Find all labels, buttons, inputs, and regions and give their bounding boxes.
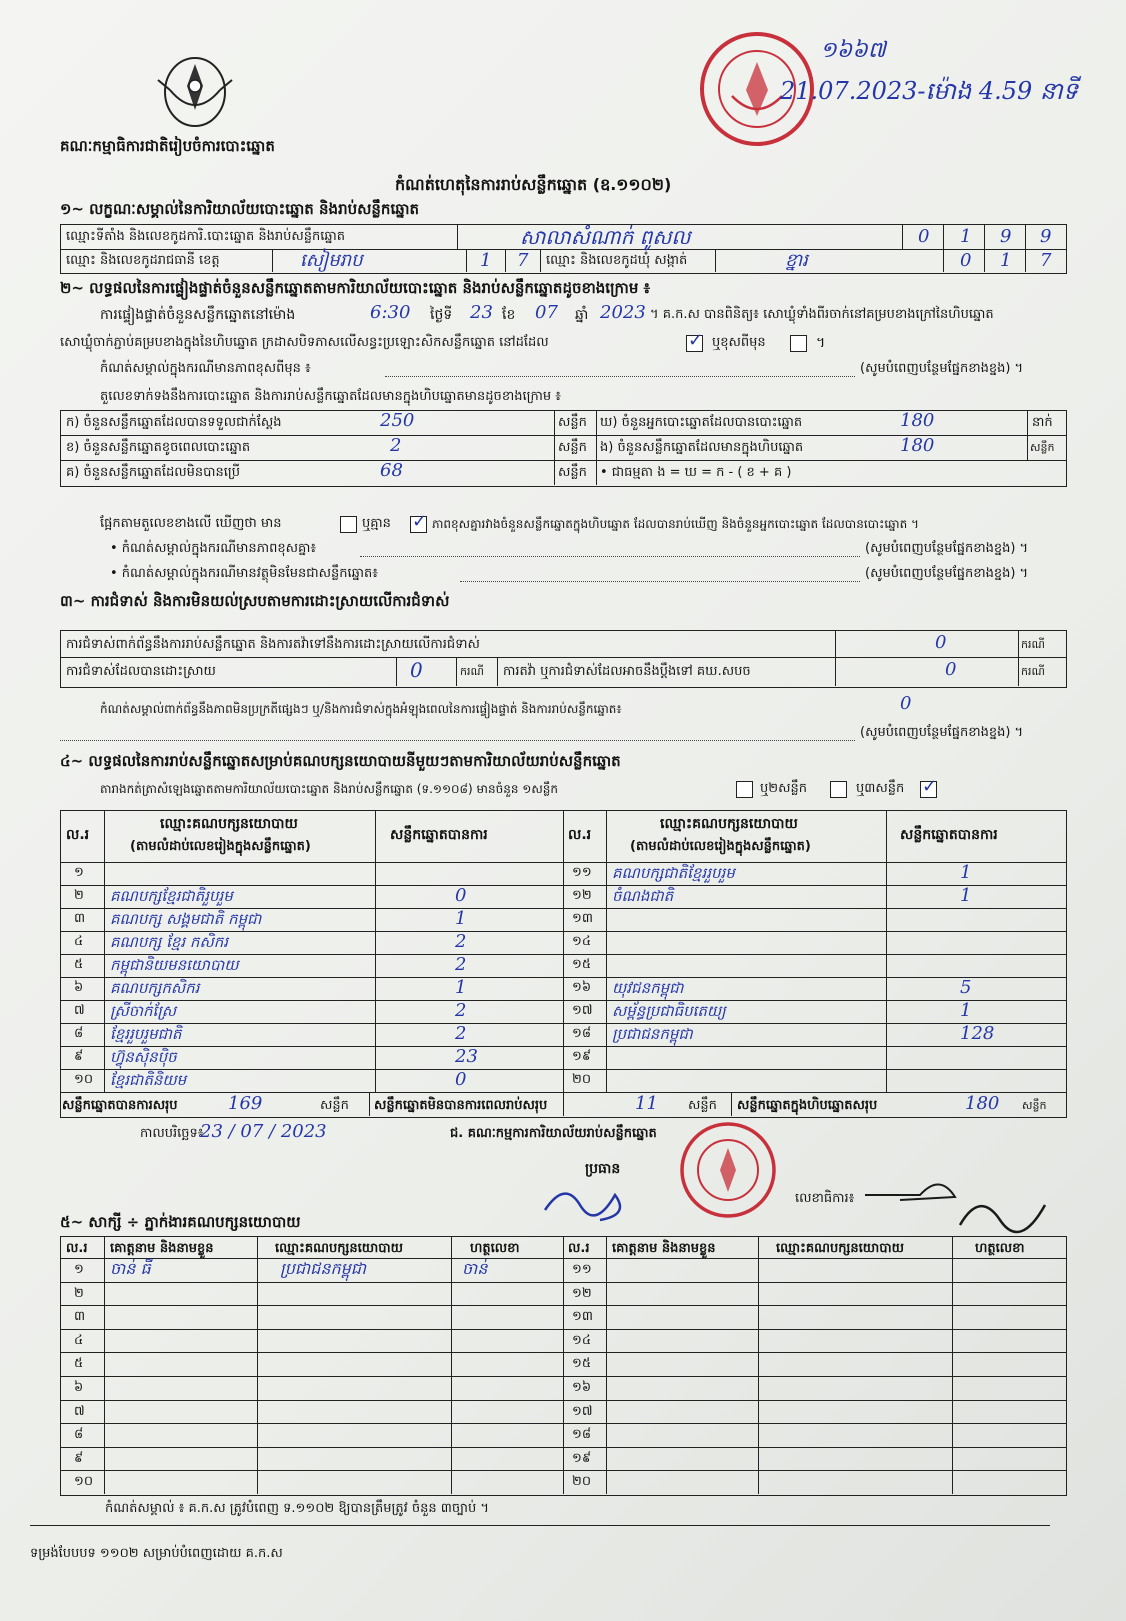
objection-count: 0: [935, 632, 947, 653]
witness-header-no-right: ល.រ: [568, 1241, 590, 1256]
fig-c-value: 68: [380, 460, 403, 481]
witness-row-number: ២: [74, 1286, 84, 1301]
resolved-label: ការជំទាស់ដែលបានដោះស្រាយ: [66, 664, 216, 679]
stamp-date-time: 21.07.2023-ម៉ោង 4.59 នាទី: [780, 77, 1079, 105]
fig-c-label: គ) ចំនួនសន្លឹកឆ្នោតដែលមិនបានប្រើ: [66, 465, 240, 480]
result-votes: 5: [960, 977, 972, 998]
result-party-name: គណបក្សខ្មែរជាតិរួបរួម: [110, 887, 233, 905]
witness-1-name: ចាន់ ធី: [110, 1259, 151, 1278]
result-party-name: ចំណងជាតិ: [612, 887, 674, 905]
result-row-number: ៧: [74, 1003, 85, 1018]
result-row-number: ១: [74, 865, 84, 880]
result-row-number: ៣: [74, 911, 86, 926]
result-row-number: ៩: [74, 1049, 84, 1064]
appeal-count: 0: [945, 659, 957, 680]
result-row-number: ២: [74, 888, 84, 903]
form-title: កំណត់ហេតុនៃការរាប់សន្លឹកឆ្នោត (ឧ.១១០២): [395, 175, 672, 194]
total-ballots-label: សន្លឹកឆ្នោតក្នុងហិបឆ្នោតសរុប: [737, 1098, 878, 1113]
result-row-number: ២០: [572, 1072, 592, 1087]
results-header-no-left: ល.រ: [66, 827, 90, 843]
chair-signature-icon: [540, 1175, 650, 1225]
result-votes: 2: [455, 954, 467, 975]
result-row-number: ១៣: [572, 911, 593, 926]
difference-note: • កំណត់សម្គាល់ក្នុងករណីមានភាពខុសគ្នា៖: [110, 541, 317, 556]
results-header-party-right: ឈ្មោះគណបក្សនយោបាយ: [660, 816, 798, 832]
witness-row-number: ១២: [572, 1286, 592, 1301]
no-difference-checkbox[interactable]: ✓: [412, 511, 428, 532]
three-sheet-checkbox[interactable]: ✓: [922, 776, 938, 797]
result-votes: 1: [455, 908, 467, 929]
witness-row-number: ១០: [74, 1474, 94, 1489]
witness-header-name-right: គោត្តនាម និងនាមខ្លួន: [612, 1241, 716, 1256]
tally-sheet-intro: តារាងកត់ត្រាសំឡេងឆ្នោតតាមការិយាល័យបោះឆ្នោត និងរាប់សន្លឹកឆ្នោត (ទ.១១០៨) មានចំនួន ១សន្លឹក: [100, 782, 558, 796]
verify-time: 6:30: [370, 302, 411, 323]
result-votes: 1: [960, 885, 972, 906]
fig-d-value: 180: [900, 410, 935, 431]
witness-row-number: ១១: [572, 1262, 592, 1277]
appeal-label: ការតវ៉ា ឬការជំទាស់ដែលអាចនឹងប្តឹងទៅ គឃ.សបច: [503, 664, 751, 679]
no-difference-label: ឬគ្មាន: [362, 516, 391, 531]
committee-stamp-icon: [678, 1120, 778, 1220]
witness-row-number: ២០: [572, 1474, 592, 1489]
results-header-votes-right: សន្លឹកឆ្នោតបានការ: [900, 827, 998, 843]
result-row-number: ១០: [74, 1072, 94, 1087]
verify-day: 23: [470, 302, 493, 323]
total-valid-value: 169: [228, 1093, 263, 1114]
fill-back-note-4: (សូមបំពេញបន្ថែមផ្នែកខាងខ្នង) ។: [860, 725, 1024, 740]
fill-back-note-1: (សូមបំពេញបន្ថែមផ្នែកខាងខ្នង) ។: [860, 361, 1024, 376]
verify-year: 2023: [600, 302, 646, 323]
witness-1-signature: ចាន់: [462, 1259, 488, 1278]
results-header-no-right: ល.រ: [568, 827, 592, 843]
verify-month-label: ខែ: [502, 307, 516, 323]
nec-emblem-icon: [150, 50, 240, 130]
fig-d-label: ឃ) ចំនួនអ្នកបោះឆ្នោតដែលបានបោះឆ្នោត: [600, 415, 803, 430]
witness-row-number: ៤: [74, 1333, 84, 1348]
witness-row-number: ១៩: [572, 1451, 592, 1466]
witness-header-party-right: ឈ្មោះគណបក្សនយោបាយ: [776, 1241, 904, 1256]
result-party-name: គណបក្ស សង្គមជាតិ កម្ពុជា: [110, 910, 262, 928]
discrepancy-text-2: ភាពខុសគ្នារវាងចំនួនសន្លឹកឆ្នោតក្នុងហិបឆ្នោត ដែលបានរាប់ឃើញ និងចំនួនអ្នកបោះឆ្នោត ដែលបានបោះឆ្នោត ។: [432, 517, 919, 531]
footer-note: កំណត់សម្គាល់ ៖ គ.ក.ស ត្រូវបំពេញ ទ.១១០២ ឱ្យបានត្រឹមត្រូវ ចំនួន ៣ច្បាប់ ។: [105, 1501, 489, 1516]
results-header-votes-left: សន្លឹកឆ្នោតបានការ: [390, 827, 488, 843]
verify-text-2: សោឃ្លុំចាក់ភ្ជាប់គម្របខាងក្នុងនៃហិបឆ្នោត ក្រដាសបិទភាសលើសន្ធះប្រឡោះសិកសន្លឹកឆ្នោត នៅដដែល: [60, 335, 549, 350]
difference-note-label: កំណត់សម្គាល់ក្នុងករណីមានភាពខុសពីមុន ៖: [100, 361, 311, 376]
witness-header-party-left: ឈ្មោះគណបក្សនយោបាយ: [275, 1241, 403, 1256]
result-party-name: ស្រីចាក់ស្រែ: [110, 1002, 177, 1020]
verify-text-1: ។ គ.ក.ស បានពិនិត្យ៖ សោឃ្លុំទាំងពីរចាក់នៅគម្របខាងក្រៅនៃហិបឆ្នោត: [650, 307, 994, 322]
section-3-title: ៣~ ការជំទាស់ និងការមិនយល់ស្របតាមការដោះស្រាយលើការជំទាស់: [60, 592, 450, 610]
different-checkbox[interactable]: [790, 335, 807, 352]
witness-row-number: ១៨: [572, 1427, 592, 1442]
signing-committee: ជ. គណៈកម្មការការិយាល័យរាប់សន្លឹកឆ្នោត: [450, 1126, 657, 1141]
commune-name: ខ្នារ: [785, 250, 808, 271]
one-sheet-checkbox[interactable]: [736, 781, 753, 798]
section-2-title: ២~ លទ្ធផលនៃការផ្ទៀងផ្ទាត់ចំនួនសន្លឹកឆ្នោតតាមការិយាល័យបោះឆ្នោត និងរាប់សន្លឹកឆ្នោតដូចខាងក្រោម ៖: [60, 279, 651, 297]
secretary-label: លេខាធិការ៖: [795, 1191, 855, 1206]
fig-e-value: 180: [900, 435, 935, 456]
irregularity-note: កំណត់សម្គាល់ពាក់ព័ន្ធនឹងភាពមិនប្រក្រតីផ្សេងៗ ឬ/និងការជំទាស់ក្នុងអំឡុងពេលនៃការផ្ទៀងផ្ទាត់ និងការរាប់សន្លឹកឆ្នោត៖: [100, 702, 622, 716]
witness-1-party: ប្រជាជនកម្ពុជា: [280, 1259, 367, 1278]
result-row-number: ១៩: [572, 1049, 592, 1064]
witness-row-number: ១: [74, 1262, 84, 1277]
fig-a-label: ក) ចំនួនសន្លឹកឆ្នោតដែលបានទទួលជាក់ស្តែង: [66, 415, 282, 430]
province-name: សៀមរាប: [300, 250, 363, 271]
irregularity-value: 0: [900, 693, 912, 714]
result-party-name: គណបក្ស ខ្មែរ កសិករ: [110, 933, 229, 951]
has-difference-checkbox[interactable]: [340, 516, 357, 533]
result-votes: 2: [455, 1023, 467, 1044]
witness-header-sign-right: ហត្ថលេខា: [975, 1241, 1025, 1256]
witness-row-number: ៥: [74, 1356, 84, 1371]
witness-header-no-left: ល.រ: [66, 1241, 88, 1256]
witness-row-number: ១៤: [572, 1333, 592, 1348]
fig-e-label: ង) ចំនួនសន្លឹកឆ្នោតដែលមានក្នុងហិបឆ្នោត: [600, 440, 804, 455]
result-row-number: ១៦: [572, 980, 592, 995]
result-votes: 23: [455, 1046, 478, 1067]
same-checkbox[interactable]: ✓: [688, 330, 704, 351]
province-digit-1: 1: [480, 250, 492, 271]
results-header-party-left: ឈ្មោះគណបក្សនយោបាយ: [160, 816, 298, 832]
made-at-date: 23 / 07 / 2023: [200, 1121, 327, 1142]
formula: • ជាធម្មតា ង = ឃ = ក - ( ខ + គ ): [600, 465, 792, 480]
fig-b-label: ខ) ចំនួនសន្លឹកឆ្នោតខូចពេលបោះឆ្នោត: [66, 440, 251, 455]
result-party-name: ខ្មែរជាតិនិយម: [110, 1071, 187, 1089]
figures-intro: តួលេខទាក់ទងនឹងការបោះឆ្នោត និងការរាប់សន្លឹកឆ្នោតដែលមានក្នុងហិបឆ្នោតមានដូចខាងក្រោម ៖: [100, 389, 561, 404]
province-label: ឈ្មោះ និងលេខកូដរាជធានី ខេត្ត: [66, 253, 220, 268]
total-ballots-value: 180: [965, 1093, 1000, 1114]
results-header-party-order-right: (តាមលំដាប់លេខរៀងក្នុងសន្លឹកឆ្នោត): [630, 839, 811, 854]
result-row-number: ៤: [74, 934, 84, 949]
station-label: ឈ្មោះទីតាំង និងលេខកូដការិ.បោះឆ្នោត និងរាប់សន្លឹកឆ្នោត: [66, 229, 345, 244]
result-votes: 2: [455, 1000, 467, 1021]
resolved-count: 0: [410, 658, 423, 682]
chair-label: ប្រធាន: [585, 1161, 621, 1177]
fig-a-value: 250: [380, 410, 415, 431]
verify-month: 07: [535, 302, 558, 323]
station-digit-1: 0: [918, 226, 930, 247]
secretary-signature-icon: [860, 1165, 1060, 1240]
result-party-name: កម្ពុជានិយមនយោបាយ: [110, 956, 239, 974]
result-votes: 1: [960, 1000, 972, 1021]
section-4-title: ៤~ លទ្ធផលនៃការរាប់សន្លឹកឆ្នោតសម្រាប់គណបក្សនយោបាយនីមួយៗតាមការិយាល័យរាប់សន្លឹកឆ្នោត: [60, 752, 621, 770]
made-at-label: កាលបរិច្ឆេទ៖: [140, 1126, 204, 1141]
witness-row-number: ៨: [74, 1427, 84, 1442]
witness-row-number: ៣: [74, 1309, 86, 1324]
result-row-number: ៥: [74, 957, 84, 972]
stamp-code: ១៦៦៧: [820, 38, 886, 63]
result-votes: 128: [960, 1023, 995, 1044]
station-name: សាលាសំណាក់ ពូសល: [520, 225, 691, 249]
result-party-name: ហ៊្វុនស៊ិនប៉ិច: [110, 1048, 177, 1066]
result-party-name: យុវជនកម្ពុជា: [612, 979, 684, 997]
witness-row-number: ១៣: [572, 1309, 593, 1324]
witness-row-number: ៧: [74, 1404, 85, 1419]
result-row-number: ១៤: [572, 934, 592, 949]
result-row-number: ១៥: [572, 957, 592, 972]
section-5-title: ៥~ សាក្សី ÷ ភ្នាក់ងារគណបក្សនយោបាយ: [60, 1213, 301, 1231]
foreign-object-note: • កំណត់សម្គាល់ក្នុងករណីមានវត្ថុមិនមែនជាសន្លឹកឆ្នោត៖: [110, 566, 378, 581]
result-row-number: ៨: [74, 1026, 84, 1041]
two-sheet-checkbox[interactable]: [830, 781, 847, 798]
fig-b-value: 2: [390, 435, 402, 456]
result-party-name: ខ្មែររួបរួមជាតិ: [110, 1025, 182, 1043]
discrepancy-text-1: ផ្អែកតាមតួលេខខាងលើ ឃើញថា មាន: [100, 516, 282, 531]
witness-header-sign-left: ហត្ថលេខា: [470, 1241, 520, 1256]
province-digit-2: 7: [517, 250, 529, 271]
station-digit-3: 9: [1000, 226, 1012, 247]
witness-header-name-left: គោត្តនាម និងនាមខ្លួន: [110, 1241, 214, 1256]
form-reference: ទម្រង់បែបបទ ១១០២ សម្រាប់បំពេញដោយ គ.ក.ស: [30, 1546, 283, 1561]
result-votes: 1: [960, 862, 972, 883]
result-row-number: ៦: [74, 980, 84, 995]
verify-year-label: ឆ្នាំ: [575, 307, 589, 323]
fill-back-note-3: (សូមបំពេញបន្ថែមផ្នែកខាងខ្នង) ។: [865, 566, 1029, 581]
witness-row-number: ៩: [74, 1451, 84, 1466]
committee-name: គណៈកម្មាធិការជាតិរៀបចំការបោះឆ្នោត: [60, 137, 275, 155]
total-invalid-label: សន្លឹកឆ្នោតមិនបានការពេលរាប់សរុប: [374, 1098, 548, 1113]
witness-row-number: ៦: [74, 1380, 84, 1395]
result-row-number: ១១: [572, 865, 592, 880]
witness-row-number: ១៥: [572, 1356, 592, 1371]
commune-digit-1: 0: [960, 250, 972, 271]
result-row-number: ១៨: [572, 1026, 592, 1041]
verify-day-label: ថ្ងៃទី: [430, 307, 453, 323]
commune-digit-2: 1: [1000, 250, 1012, 271]
station-digit-4: 9: [1040, 226, 1052, 247]
result-votes: 0: [455, 885, 467, 906]
result-votes: 2: [455, 931, 467, 952]
fill-back-note-2: (សូមបំពេញបន្ថែមផ្នែកខាងខ្នង) ។: [865, 541, 1029, 556]
results-header-party-order-left: (តាមលំដាប់លេខរៀងក្នុងសន្លឹកឆ្នោត): [130, 839, 311, 854]
result-row-number: ១៧: [572, 1003, 593, 1018]
result-party-name: ប្រជាជនកម្ពុជា: [612, 1025, 693, 1043]
station-digit-2: 1: [960, 226, 972, 247]
witness-row-number: ១៦: [572, 1380, 592, 1395]
result-party-name: សម្ព័ន្ធប្រជាធិបតេយ្យ: [612, 1002, 726, 1020]
result-party-name: គណបក្សជាតិខ្មែររួបរួម: [612, 864, 735, 882]
result-row-number: ១២: [572, 888, 592, 903]
witness-row-number: ១៧: [572, 1404, 593, 1419]
form-page: គណៈកម្មាធិការជាតិរៀបចំការបោះឆ្នោត ១៦៦៧ 21.07.2023-ម៉ោង 4.59 នាទី កំណត់ហេតុនៃការរាប់សន្លឹកឆ្នោត (ឧ.១១០២) ១~ លក្ខណៈសម្គាល់នៃការិយាល័យបោះឆ្នោត និងរាប់សន្លឹកឆ្នោត ឈ្មោះទីតាំង និងលេខកូដការិ.បោះឆ្នោត និងរាប់សន្លឹកឆ្នោត សាលាសំណាក់ ពូសល 0 1 9 9 ឈ្មោះ និងលេខកូដរាជធានី ខេត្ត សៀមរាប 1 7 ឈ្មោះ និងលេខកូដឃុំ សង្កាត់ ខ្នារ 0 1 7 ២~ លទ្ធផលនៃការផ្ទៀងផ្ទាត់ចំនួនសន្លឹកឆ្នោតតាមការិយាល័យបោះឆ្នោត និងរាប់សន្លឹកឆ្នោតដូចខាងក្រោម ៖ ការផ្ទៀងផ្ទាត់ចំនួនសន្លឹកឆ្នោតនៅម៉ោង 6:30 ថ្ងៃទី 23 ខែ 07 ឆ្នាំ 2023 ។ គ.ក.ស បានពិនិត្យ៖ សោឃ្លុំទាំងពីរចាក់នៅគម្របខាងក្រៅនៃហិបឆ្នោត សោឃ្លុំចាក់ភ្ជាប់គម្របខាងក្នុងនៃហិបឆ្នោត ក្រដាសបិទភាសលើសន្ធះប្រឡោះសិកសន្លឹកឆ្នោត នៅដដែល ✓ ឬខុសពីមុន ។ កំណត់សម្គាល់ក្នុងករណីមានភាពខុសពីមុន ៖ (សូមបំពេញបន្ថែមផ្នែកខាងខ្នង) ។ តួលេខទាក់ទងនឹងការបោះឆ្នោត និងការរាប់សន្លឹកឆ្នោតដែលមានក្នុងហិបឆ្នោតមានដូចខាងក្រោម ៖ ក) ចំនួនសន្លឹកឆ្នោតដែលបានទទួលជាក់ស្តែង 250 សន្លឹក ឃ) ចំនួនអ្នកបោះឆ្នោតដែលបានបោះឆ្នោត 180 នាក់ ខ) ចំនួនសន្លឹកឆ្នោតខូចពេលបោះឆ្នោត 2 សន្លឹក ង) ចំនួនសន្លឹកឆ្នោតដែលមានក្នុងហិបឆ្នោត 180 សន្លឹក គ) ចំនួនសន្លឹកឆ្នោតដែលមិនបានប្រើ 68 សន្លឹក • ជាធម្មតា ង = ឃ = ក - ( ខ + គ ) ផ្អែកតាមតួលេខខាងលើ ឃើញថា មាន ឬគ្មាន ✓ ភាពខុសគ្នារវាងចំនួនសន្លឹកឆ្នោតក្នុងហិបឆ្នោត ដែលបានរាប់ឃើញ និងចំនួនអ្នកបោះឆ្នោត ដែលបានបោះឆ្នោត ។ • កំណត់សម្គាល់ក្នុងករណីមានភាពខុសគ្នា៖ (សូមបំពេញបន្ថែមផ្នែកខាងខ្នង) ។ • កំណត់សម្គាល់ក្នុងករណីមានវត្ថុមិនមែនជាសន្លឹកឆ្នោត៖ (សូមបំពេញបន្ថែមផ្នែកខាងខ្នង) ។ ៣~ ការជំទាស់ និងការមិនយល់ស្របតាមការដោះស្រាយលើការជំទាស់ ការជំទាស់ពាក់ព័ន្ធនឹងការរាប់សន្លឹកឆ្នោត និងការតវ៉ាទៅនឹងការដោះស្រាយលើការជំទាស់ 0 ករណី ការជំទាស់ដែលបានដោះស្រាយ 0 ករណី ការតវ៉ា ឬការជំទាស់ដែលអាចនឹងប្តឹងទៅ គឃ.សបច 0 ករណី កំណត់សម្គាល់ពាក់ព័ន្ធនឹងភាពមិនប្រក្រតីផ្សេងៗ ឬ/និងការជំទាស់ក្នុងអំឡុងពេលនៃការផ្ទៀងផ្ទាត់ និងការរាប់សន្លឹកឆ្នោត៖ 0 (សូមបំពេញបន្ថែមផ្នែកខាងខ្នង) ។ ៤~ លទ្ធផលនៃការរាប់សន្លឹកឆ្នោតសម្រាប់គណបក្សនយោបាយនីមួយៗតាមការិយាល័យរាប់សន្លឹកឆ្នោត តារាងកត់ត្រាសំឡេងឆ្នោតតាមការិយាល័យបោះឆ្នោត និងរាប់សន្លឹកឆ្នោត (ទ.១១០៨) មានចំនួន ១សន្លឹក ឬ២សន្លឹក ឬ៣សន្លឹក ✓ ល.រ ឈ្មោះគណបក្សនយោបាយ (តាមលំដាប់លេខរៀងក្នុងសន្លឹកឆ្នោត) សន្លឹកឆ្នោតបានការ ល.រ ឈ្មោះគណបក្សនយោបាយ (តាមលំដាប់លេខរៀងក្នុងសន្លឹកឆ្នោត) សន្លឹកឆ្នោតបានការ ១ ១១ គណបក្សជាតិខ្មែររួបរួម 1 ២ គណបក្សខ្មែរជាតិរួបរួម 0 ១២ ចំណងជាតិ 1 ៣ គណបក្ស សង្គមជាតិ កម្ពុជា 1 ១៣ ៤ គណបក្ស ខ្មែរ កសិករ 2 ១៤ ៥ កម្ពុជានិយមនយោបាយ 2 ១៥ ៦ គណបក្សកសិករ 1 ១៦ យុវជនកម្ពុជា 5 ៧ ស្រីចាក់ស្រែ 2 ១៧ សម្ព័ន្ធប្រជាធិបតេយ្យ 1 ៨ ខ្មែររួបរួមជាតិ 2 ១៨ ប្រជាជនកម្ពុជា 128 ៩ ហ៊្វុនស៊ិនប៉ិច 23 ១៩ ១០ ខ្មែរជាតិនិយម 0 ២០ សន្លឹកឆ្នោតបានការសរុប 169 សន្លឹក សន្លឹកឆ្នោតមិនបានការពេលរាប់សរុប 11 សន្លឹក សន្លឹកឆ្នោតក្នុងហិបឆ្នោតសរុប 180 សន្លឹក កាលបរិច្ឆេទ៖ 23 / 07 / 2023 ជ. គណៈកម្មការការិយាល័យរាប់សន្លឹកឆ្នោត ប្រធាន លេខាធិការ៖ ៥~ សាក្សី ÷ ភ្នាក់ងារគណបក្សនយោបាយ ល.រ គោត្តនាម និងនាមខ្លួន ឈ្មោះគណបក្សនយោបាយ ហត្ថលេខា ល.រ គោត្តនាម និងនាមខ្លួន ឈ្មោះគណបក្សនយោបាយ ហត្ថលេខា ១ ១១ ២ ១២ ៣ ១៣ ៤ ១៤ ៥ ១៥ ៦ ១៦ ៧ ១៧ ៨ ១៨ ៩ ១៩ ១០ ២០ ចាន់ ធី ប្រជាជនកម្ពុជា ចាន់ កំណត់សម្គាល់ ៖ គ.ក.ស ត្រូវបំពេញ ទ.១១០២ ឱ្យបានត្រឹមត្រូវ ចំនួន ៣ច្បាប់ ។ ទម្រង់បែបបទ ១១០២ សម្រាប់បំពេញដោយ គ.ក.ស: [0, 0, 1126, 1621]
objection-row-1-label: ការជំទាស់ពាក់ព័ន្ធនឹងការរាប់សន្លឹកឆ្នោត និងការតវ៉ាទៅនឹងការដោះស្រាយលើការជំទាស់: [66, 637, 480, 652]
result-votes: 0: [455, 1069, 467, 1090]
total-invalid-value: 11: [635, 1093, 658, 1114]
commune-digit-3: 7: [1040, 250, 1052, 271]
result-party-name: គណបក្សកសិករ: [110, 979, 200, 997]
section-1-title: ១~ លក្ខណៈសម្គាល់នៃការិយាល័យបោះឆ្នោត និងរាប់សន្លឹកឆ្នោត: [60, 200, 420, 218]
different-label: ឬខុសពីមុន: [712, 335, 766, 350]
total-valid-label: សន្លឹកឆ្នោតបានការសរុប: [62, 1098, 178, 1113]
verify-time-label: ការផ្ទៀងផ្ទាត់ចំនួនសន្លឹកឆ្នោតនៅម៉ោង: [100, 307, 296, 323]
result-votes: 1: [455, 977, 467, 998]
commune-label: ឈ្មោះ និងលេខកូដឃុំ សង្កាត់: [546, 253, 688, 268]
